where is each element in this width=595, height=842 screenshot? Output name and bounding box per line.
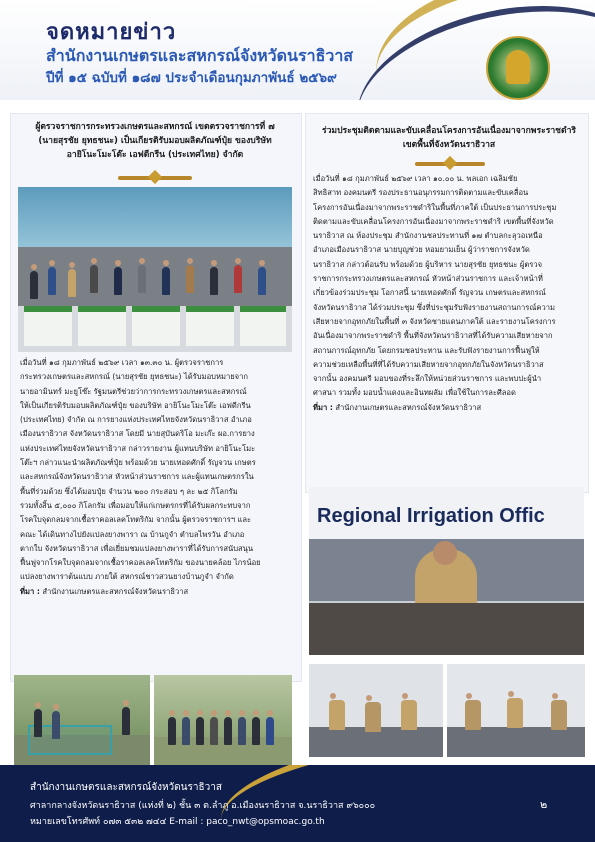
person-figure: [122, 707, 130, 735]
body-line: เมื่อวันที่ ๑๘ กุมภาพันธ์ ๒๕๖๙ เวลา ๑๐.๐๐ น. พลเอก เฉลิมชัย: [313, 174, 518, 183]
footer-address: ศาลากลางจังหวัดนราธิวาส (แห่งที่ ๒) ชั้น ๓ ต.ลำภู อ.เมืองนราธิวาส จ.นราธิวาส ๙๖๐๐๐: [30, 801, 376, 811]
person-figure: [168, 717, 176, 745]
body-line: สิทธิสาท องคมนตรี รองประธานอนุกรรมการติดตามและขับเคลื่อน: [313, 188, 529, 198]
person-figure: [210, 267, 218, 295]
table: [447, 727, 585, 757]
right-article-body: [313, 172, 587, 415]
body-line: เมื่อวันที่ ๑๘ กุมภาพันธ์ ๒๕๖๙ เวลา ๑๓.๓๐ น. ผู้ตรวจราชการ: [20, 358, 224, 367]
person-figure: [329, 700, 345, 730]
body-line: ศาสนา รวมทั้ง มอบน้ำแดงและอินทผลัม เพื่อใช้ในการละศีลอด: [313, 388, 516, 398]
person-figure: [234, 265, 242, 293]
body-line: กระทรวงเกษตรและสหกรณ์ (นายสุรชัย ยุทธชนะ) ได้รับมอบหมายจาก: [20, 372, 248, 382]
headline-line: ร่วมประชุมติดตามและขับเคลื่อนโครงการอันเนื่องมาจากพระราชดำริ: [321, 126, 577, 136]
fertilizer-handover-photo: [18, 187, 292, 352]
headline-line: อายิโนะโมะโต๊ะ เอฟดีกรีน (ประเทศไทย) จำกัด: [66, 150, 244, 160]
body-line: นราธิวาส ณ ห้องประชุม สำนักงานชลประทานที่ ๑๗ ตำบลกะลุวอเหนือ: [313, 231, 543, 241]
person-figure: [114, 267, 122, 295]
person-figure: [182, 717, 190, 745]
ornament-divider: [118, 176, 192, 180]
page-number: ๒: [540, 798, 548, 811]
person-figure: [224, 717, 232, 745]
body-line: เมืองนราธิวาส จังหวัดนราธิวาส โดยมี นายสุบันดริโอ มะเก๊ะ ผอ.การยาง: [20, 429, 255, 439]
body-line: จังหวัดนราธิวาส ได้ร่วมประชุม ซึ่งที่ประชุมรับฟังรายงานสถานการณ์ความ: [313, 302, 555, 312]
body-line: รวมทั้งสิ้น ๕,๐๐๐ กิโลกรัม เพื่อมอบให้แก่เกษตรกรที่ได้รับผลกระทบจาก: [20, 500, 251, 510]
body-line: อำเภอเมืองนราธิวาส นายบุญช่วย หอมยามเย็น ผู้ว่าราชการจังหวัด: [313, 245, 530, 255]
meeting-room-photo-1: [309, 664, 443, 757]
rubber-plantation-photo-2: [154, 675, 292, 765]
person-figure: [186, 265, 194, 293]
person-figure: [210, 717, 218, 745]
footer: [0, 765, 595, 842]
body-line: โครงการอันเนื่องมาจากพระราชดำริในพื้นที่ภาคใต้ เป็นประธานการประชุม: [313, 202, 557, 212]
body-line: พื้นที่ร่วมด้วย ซึ่งได้มอบปุ๋ย จำนวน ๒๐๐ กระสอบ ๆ ละ ๒๕ กิโลกรัม: [20, 486, 238, 496]
left-article-body: [20, 356, 292, 599]
person-figure: [507, 698, 523, 728]
irrigation-meeting-photo: [309, 487, 584, 655]
banner-wall: [309, 487, 584, 539]
source-label: ที่มา :: [20, 586, 40, 596]
person-figure: [68, 269, 76, 297]
body-line: อันเนื่องมาจากพระราชดำริ พื้นที่จังหวัดนราธิวาสที่ได้รับความเสียหายจาก: [313, 331, 553, 341]
headline-line: เขตพื้นที่จังหวัดนราธิวาส: [402, 140, 496, 150]
person-figure: [196, 717, 204, 745]
person-figure: [551, 700, 567, 730]
meeting-table: [309, 603, 584, 655]
headline-line: ผู้ตรวจราชการกระทรวงเกษตรและสหกรณ์ เขตตรวจราชการที่ ๗: [35, 122, 275, 132]
irrigation-office-banner: Regional Irrigation Offic: [317, 505, 545, 527]
footer-org: สำนักงานเกษตรและสหกรณ์จังหวัดนราธิวาส: [30, 782, 222, 793]
source-text: สำนักงานเกษตรและสหกรณ์จังหวัดนราธิวาส: [42, 586, 189, 596]
fertilizer-bag: [78, 306, 126, 346]
fertilizer-bag: [240, 306, 286, 346]
body-line: คณะ ได้เดินทางไปยังแปลงยางพารา ณ บ้านกูจำ ตำบลไพรวัน อำเภอ: [20, 529, 245, 539]
person-figure: [365, 702, 381, 732]
officer-head: [433, 541, 457, 565]
fertilizer-bag: [24, 306, 72, 346]
person-figure: [90, 265, 98, 293]
fertilizer-bag: [186, 306, 234, 346]
header-gold-decoration: [364, 0, 595, 100]
left-article-headline: [10, 120, 300, 162]
agency-logo: [486, 36, 550, 100]
body-line: ให้เป็นเกียรติรับมอบผลิตภัณฑ์ปุ๋ย ของบริษัท อายิโนะโมะโต๊ะ เอฟดีกรีน: [20, 400, 251, 410]
person-figure: [48, 267, 56, 295]
body-line: ตากใบ จังหวัดนราธิวาส เพื่อเยี่ยมชมแปลงยางพาราที่ได้รับการสนับสนุน: [20, 543, 254, 553]
source-text: สำนักงานเกษตรและสหกรณ์จังหวัดนราธิวาส: [335, 402, 482, 412]
source-label: ที่มา :: [313, 402, 333, 412]
body-line: ติดตามและขับเคลื่อนโครงการอันเนื่องมาจากพระราชดำริ เขตพื้นที่จังหวัด: [313, 216, 554, 226]
person-figure: [162, 267, 170, 295]
meeting-room-photo-2: [447, 664, 585, 757]
rubber-plantation-photo-1: [14, 675, 150, 765]
body-line: นายอามินทร์ มะยูโซ๊ะ รัฐมนตรีช่วยว่าการกระทรวงเกษตรและสหกรณ์: [20, 386, 247, 396]
person-figure: [138, 265, 146, 293]
body-line: ฟื้นฟูจากโรคใบจุดกลมจากเชื้อราคอลเลคโทตริกัม ของนายคล้อย ไกรน้อย: [20, 558, 261, 568]
person-figure: [238, 717, 246, 745]
body-line: เกี่ยวข้องร่วมประชุม โอกาสนี้ นายเทอดศักดิ์ รัญจวน เกษตรและสหกรณ์: [313, 288, 546, 298]
body-line: และสหกรณ์จังหวัดนราธิวาส หัวหน้าส่วนราชการ และผู้แทนเกษตรกรใน: [20, 472, 254, 482]
body-line: จากนั้น องคมนตรี มอบของที่ระลึกให้หน่วยส่วนราชการ และพบปะผู้นำ: [313, 374, 542, 384]
body-line: โต๊ะฯ กล่าวแนะนำผลิตภัณฑ์ปุ๋ย พร้อมด้วย นายเทอดศักดิ์ รัญจวน เกษตร: [20, 458, 256, 468]
headline-line: (นายสุรชัย ยุทธชนะ) เป็นเกียรติรับมอบผลิตภัณฑ์ปุ๋ย ของบริษัท: [38, 136, 272, 146]
organization-name: สำนักงานเกษตรและสหกรณ์จังหวัดนราธิวาส: [46, 46, 354, 65]
body-line: โรคใบจุดกลมจากเชื้อราคอลเลคโทตริกัม จากนั้น ผู้ตรวจราชการฯ และ: [20, 515, 252, 525]
source-line: [20, 585, 292, 599]
person-figure: [258, 267, 266, 295]
header: [0, 0, 595, 100]
source-line: [313, 401, 587, 415]
ornament-divider: [415, 162, 485, 166]
person-figure: [30, 271, 38, 299]
body-line: แห่งประเทศไทยจังหวัดนราธิวาส กล่าวรายงาน ผู้แทนบริษัท อายิโนะโมะ: [20, 443, 256, 453]
person-figure: [465, 700, 481, 730]
fertilizer-bag: [132, 306, 180, 346]
issue-info: ปีที่ ๑๕ ฉบับที่ ๑๘๗ ประจำเดือนกุมภาพันธ์ ๒๕๖๙: [46, 70, 337, 86]
body-line: ความช่วยเหลือพื้นที่ที่ได้รับความเสียหายจากอุทกภัยในจังหวัดนราธิวาส: [313, 359, 544, 369]
person-figure: [52, 711, 60, 739]
logo-emblem-icon: [506, 50, 530, 84]
body-line: เสียหายจากอุทกภัยในพื้นที่ ๓ จังหวัดชายแดนภาคใต้ และรายงานโครงการ: [313, 316, 556, 326]
body-line: สถานการณ์อุทกภัย โดยกรมชลประทาน และรับฟังรายงานการฟื้นฟูให้: [313, 345, 540, 355]
newsletter-title: จดหมายข่าว: [46, 20, 177, 45]
body-line: แปลงยางพาราต้นแบบ ภายใต้ สหกรณ์ชาวสวนยางบ้านกูจำ จำกัด: [20, 572, 234, 582]
body-line: (ประเทศไทย) จำกัด ณ การยางแห่งประเทศไทยจังหวัดนราธิวาส อำเภอ: [20, 415, 252, 425]
person-figure: [401, 700, 417, 730]
person-figure: [34, 709, 42, 737]
footer-contact: หมายเลขโทรศัพท์ ๐๗๓ ๕๓๒ ๗๔๔ E-mail : paco_nwt@opsmoac.go.th: [30, 817, 325, 827]
person-figure: [252, 717, 260, 745]
body-line: นราธิวาส กล่าวต้อนรับ พร้อมด้วย ผู้บริหาร นายสุรชัย ยุทธชนะ ผู้ตรวจ: [313, 259, 543, 269]
body-line: ราชการกระทรวงเกษตรและสหกรณ์ หัวหน้าส่วนราชการ และเจ้าหน้าที่: [313, 274, 543, 284]
building-wall: [18, 187, 292, 255]
right-article-headline: [314, 124, 584, 152]
person-figure: [266, 717, 274, 745]
